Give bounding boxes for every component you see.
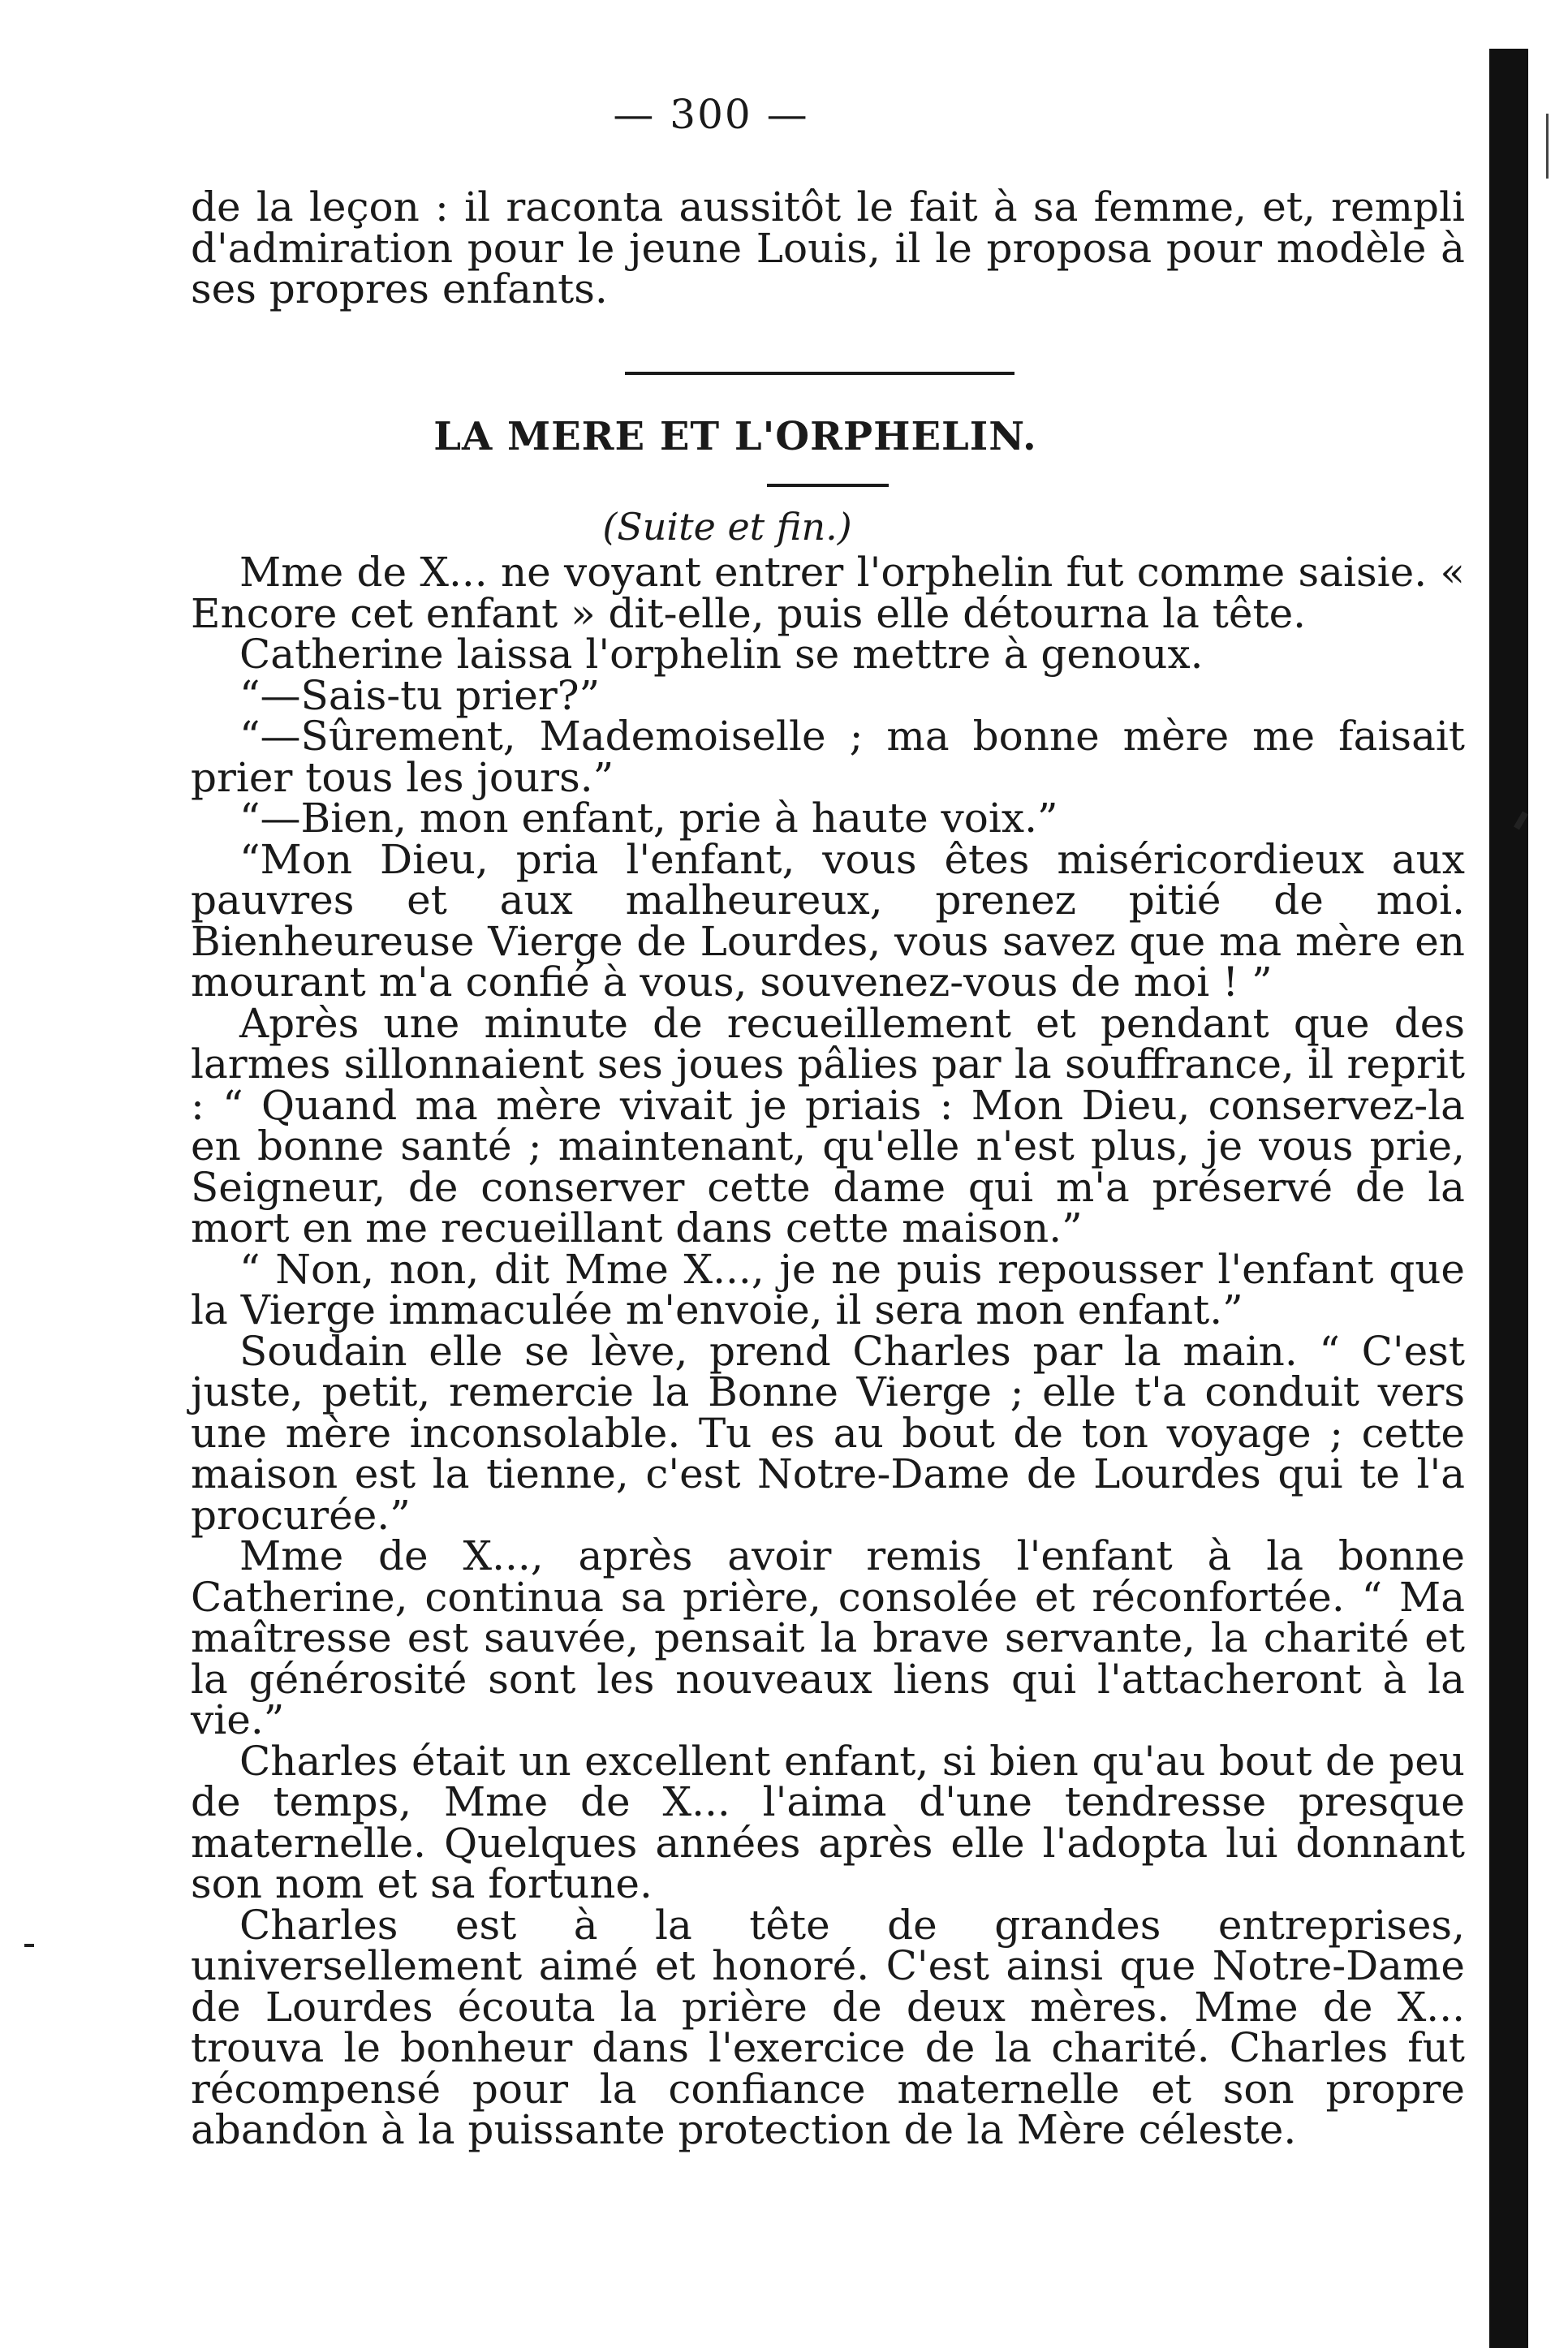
story-paragraph: Charles est à la tête de grandes entreprises, universellement aimé et honoré. C'est ainsi que Notre-Dame de Lourdes écouta la prière de deux mères. Mme de X... trouva le bonheur dans l'exercice de la charité. Charles fut récompensé pour la confiance maternelle et son propre abandon à la puissante protection de la Mère céleste. (191, 1901, 1465, 2153)
story-paragraph: “—Sûrement, Mademoiselle ; ma bonne mère me faisait prier tous les jours.” (191, 713, 1465, 801)
page-number: — 300 — (613, 91, 809, 138)
story-paragraph: Après une minute de recueillement et pendant que des larmes sillonnaient ses joues pâlies par la souffrance, il reprit : “ Quand ma mère vivait je priais : Mon Dieu, conservez-la en bonne santé ; maintenant, qu'elle n'est plus, je vous prie, Seigneur, de conserver cette dame qui m'a préservé de la mort en me recueillant dans cette maison.” (191, 999, 1465, 1252)
story-paragraph: Soudain elle se lève, prend Charles par la main. “ C'est juste, petit, remercie la Bonne Vierge ; elle t'a conduit vers une mère inconsolable. Tu es au bout de ton voyage ; cette maison est la tienne, c'est Notre-Dame de Lourdes qui te l'a procurée.” (191, 1327, 1465, 1539)
story-paragraph: Catherine laissa l'orphelin se mettre à genoux. (239, 631, 1204, 678)
story-paragraph: Charles était un excellent enfant, si bien qu'au bout de peu de temps, Mme de X... l'aima d'une tendresse presque maternelle. Quelques années après elle l'adopta lui donnant son nom et sa fortune. (191, 1737, 1465, 1907)
section-divider-rule (625, 372, 1014, 375)
story-paragraph: “—Sais-tu prier?” (239, 671, 601, 719)
section-subtitle: (Suite et fin.) (602, 505, 852, 549)
story-body (191, 549, 1465, 2153)
page-edge-mark (1546, 114, 1549, 179)
story-paragraph: “Mon Dieu, pria l'enfant, vous êtes miséricordieux aux pauvres et aux malheureux, prenez pitié de moi. Bienheureuse Vierge de Lourdes, vous savez que ma mère en mourant m'a confié à vous, souvenez-vous de moi ! ” (191, 835, 1465, 1006)
section-title: LA MERE ET L'ORPHELIN. (433, 414, 1037, 459)
story-paragraph: Mme de X... ne voyant entrer l'orphelin fut comme saisie. « Encore cet enfant » dit-elle, puis elle détourna la tête. (191, 549, 1465, 637)
intro-paragraph-block (191, 183, 1465, 312)
ink-speck (24, 1944, 34, 1947)
story-paragraph: “—Bien, mon enfant, prie à haute voix.” (239, 795, 1058, 842)
story-paragraph: Mme de X..., après avoir remis l'enfant à la bonne Catherine, continua sa prière, consolée et réconfortée. “ Ma maîtresse est sauvée, pensait la brave servante, la charité et la générosité sont les nouveaux liens qui l'attacheront à la vie.” (191, 1532, 1465, 1743)
story-paragraph: “ Non, non, dit Mme X..., je ne puis repousser l'enfant que la Vierge immaculée m'envoie, il sera mon enfant.” (191, 1245, 1465, 1333)
intro-paragraph: de la leçon : il raconta aussitôt le fait à sa femme, et, rempli d'admiration pour le jeune Louis, il le proposa pour modèle à ses propres enfants. (191, 183, 1465, 312)
page-edge-shadow (1489, 49, 1528, 2348)
title-underline-rule (767, 484, 889, 487)
